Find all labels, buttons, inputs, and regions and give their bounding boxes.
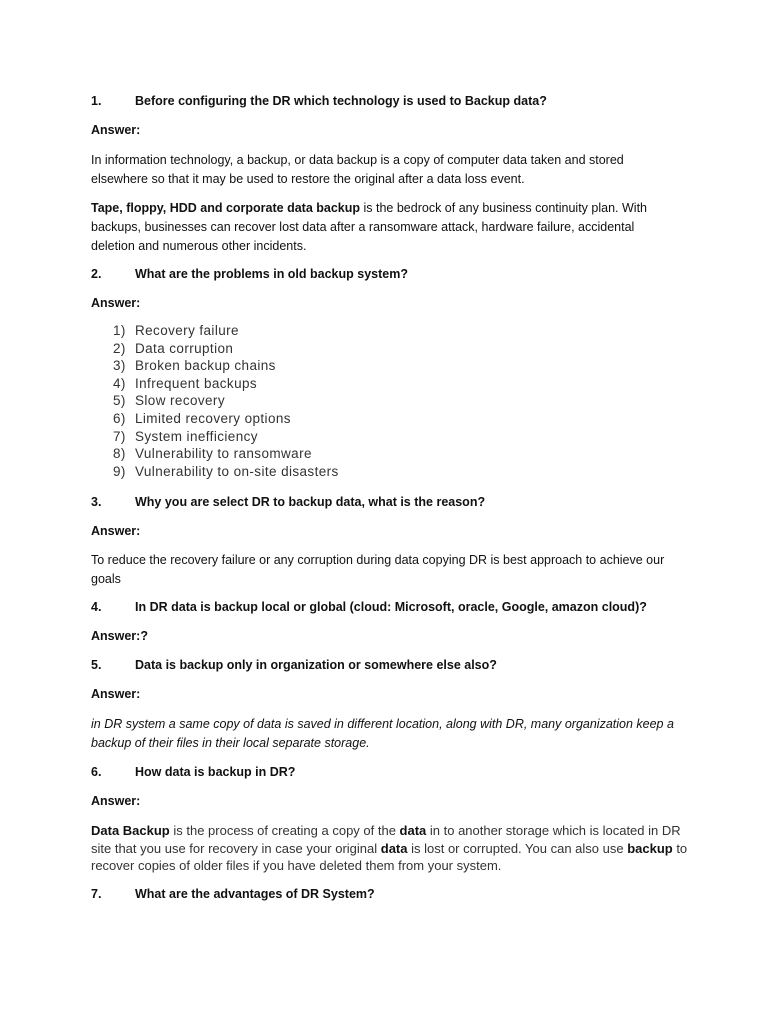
q1-answer-paragraph-1: In information technology, a backup, or data backup is a copy of computer data taken and stored elsewhere so that it may be used to restore the original after a data loss event. xyxy=(91,153,624,186)
question-1 xyxy=(91,94,547,108)
answer-label: Answer: xyxy=(91,123,141,137)
q1-answer-paragraph-2 xyxy=(91,199,651,256)
question-text: Before configuring the DR which technology is used to Backup data? xyxy=(135,94,547,108)
q5-answer-paragraph xyxy=(91,715,686,753)
list-item: 7) System inefficiency xyxy=(113,428,258,444)
list-item: 5) Slow recovery xyxy=(113,393,225,409)
answer-label: Answer: xyxy=(91,524,141,538)
question-4 xyxy=(91,600,647,614)
answer-label: Answer:? xyxy=(91,629,148,643)
question-number: 6. xyxy=(91,765,102,779)
question-text: How data is backup in DR? xyxy=(135,765,296,779)
question-6 xyxy=(91,765,295,779)
question-text: Data is backup only in organization or somewhere else also? xyxy=(135,658,497,672)
bold-text: data xyxy=(399,823,427,838)
answer-label: Answer: xyxy=(91,794,141,808)
bold-text: backup xyxy=(627,840,673,856)
list-item: 8) Vulnerability to ransomware xyxy=(113,446,312,462)
q6-answer-paragraph xyxy=(91,822,691,875)
list-item: 9) Vulnerability to on-site disasters xyxy=(113,463,339,479)
problems-list xyxy=(113,322,339,480)
paragraph-text: in to another storage which is located in DR site that you use for recovery in case your original xyxy=(91,823,681,856)
list-item: 2) Data corruption xyxy=(113,340,234,356)
bold-text: Tape, floppy, HDD and corporate data backup xyxy=(91,201,361,215)
paragraph-text: is the process of creating a copy of the xyxy=(169,823,400,838)
list-item: 1) Recovery failure xyxy=(113,323,239,338)
question-2 xyxy=(91,267,408,281)
question-text: In DR data is backup local or global (cloud: Microsoft, oracle, Google, amazon cloud)? xyxy=(135,600,647,614)
question-text: Why you are select DR to backup data, what is the reason? xyxy=(135,495,486,509)
answer-label: Answer: xyxy=(91,687,141,701)
question-3 xyxy=(91,495,485,509)
q3-answer-paragraph: To reduce the recovery failure or any corruption during data copying DR is best approach to achieve our goals xyxy=(91,553,665,586)
list-item: 4) Infrequent backups xyxy=(113,375,258,391)
question-number: 7. xyxy=(91,887,102,901)
paragraph-text: is lost or corrupted. You can also use xyxy=(407,840,628,856)
list-item: 6) Limited recovery options xyxy=(113,410,291,426)
question-number: 1. xyxy=(91,94,102,108)
question-7 xyxy=(91,887,375,901)
question-number: 2. xyxy=(91,267,102,281)
question-text: What are the problems in old backup system? xyxy=(135,267,408,281)
question-number: 4. xyxy=(91,600,102,614)
italic-text: in DR system a same copy of data is saved in different location, along with DR, many organization keep a backup of their files in their local separate storage. xyxy=(91,717,674,750)
bold-text: data xyxy=(380,840,408,856)
question-number: 5. xyxy=(91,658,102,672)
question-5 xyxy=(91,658,497,672)
question-text: What are the advantages of DR System? xyxy=(135,887,375,901)
question-number: 3. xyxy=(91,495,102,509)
bold-text: Data Backup xyxy=(91,823,170,838)
list-item: 3) Broken backup chains xyxy=(113,358,276,374)
paragraph-text: to recover copies of older files if you have deleted them from your system. xyxy=(91,840,688,873)
answer-label: Answer: xyxy=(91,296,141,310)
paragraph-text: is the bedrock of any business continuity plan. With backups, businesses can recover lost data after a ransomware attack, hardware failure, accidental deletion and numerous other incidents. xyxy=(91,201,647,253)
